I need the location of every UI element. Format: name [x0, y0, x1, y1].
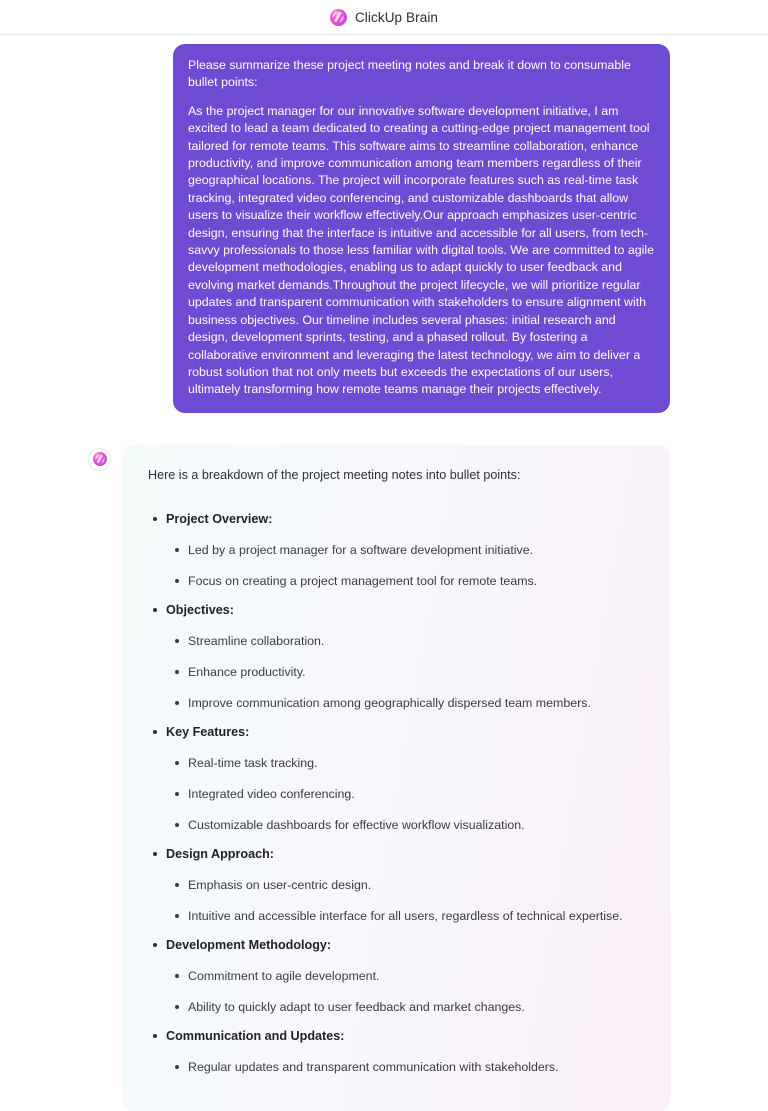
assistant-response-card: [122, 445, 670, 1111]
summary-subitem: Focus on creating a project management tool for remote teams.: [142, 572, 650, 590]
summary-section-heading: Objectives:: [142, 601, 650, 619]
summary-subitem: Integrated video conferencing.: [142, 785, 650, 803]
clickup-brain-sphere-icon: [330, 9, 347, 26]
page-title: ClickUp Brain: [354, 9, 439, 25]
summary-section: [142, 601, 650, 712]
summary-subitem: Commitment to agile development.: [142, 967, 650, 985]
summary-outline-list: [142, 510, 650, 1076]
summary-subitem: Led by a project manager for a software development initiative.: [142, 541, 650, 559]
summary-subitem-list: [142, 541, 650, 590]
summary-section: [142, 723, 650, 834]
summary-subitem-list: [142, 876, 650, 925]
user-prompt-text: Please summarize these project meeting notes and break it down to consumable bullet points:: [188, 58, 631, 90]
summary-subitem-list: [142, 754, 650, 834]
summary-subitem-list: [142, 632, 650, 712]
summary-subitem: Ability to quickly adapt to user feedback and market changes.: [142, 998, 650, 1016]
assistant-intro-text: Here is a breakdown of the project meeting notes into bullet points:: [148, 467, 521, 482]
summary-subitem-list: [142, 967, 650, 1016]
summary-section: [142, 936, 650, 1016]
summary-section-heading: Development Methodology:: [142, 936, 650, 954]
assistant-avatar: [88, 448, 111, 471]
summary-section: [142, 845, 650, 925]
summary-subitem: Enhance productivity.: [142, 663, 650, 681]
assistant-message-row: [0, 413, 768, 1111]
conversation-thread: [0, 35, 768, 1111]
summary-subitem: Real-time task tracking.: [142, 754, 650, 772]
summary-subitem: Customizable dashboards for effective workflow visualization.: [142, 816, 650, 834]
user-notes-text: As the project manager for our innovative software development initiative, I am excited to lead a team dedicated to creating a cutting-edge project management tool tailored for remote teams. This software aims to streamline collaboration, enhance productivity, and improve communication among team members regardless of their geographical locations. The project will incorporate features such as real-time task tracking, integrated video conferencing, and customizable dashboards that allow users to visualize their workflow effectively.Our approach emphasizes user-centric design, ensuring that the interface is intuitive and accessible for all users, from tech-savvy professionals to those less familiar with digital tools. We are committed to agile development methodologies, enabling us to adapt quickly to user feedback and evolving market demands.Throughout the project lifecycle, we will prioritize regular updates and transparent communication with stakeholders to ensure alignment with business objectives. Our timeline includes several phases: initial research and design, development sprints, testing, and a phased rollout. By fostering a collaborative environment and leveraging the latest technology, we aim to deliver a robust solution that not only meets but exceeds the expectations of our users, ultimately transforming how remote teams manage their projects effectively.: [188, 103, 654, 397]
summary-subitem: Emphasis on user-centric design.: [142, 876, 650, 894]
summary-section: [142, 1027, 650, 1076]
summary-section-heading: Communication and Updates:: [142, 1027, 650, 1045]
summary-section-heading: Design Approach:: [142, 845, 650, 863]
summary-section-heading: Project Overview:: [142, 510, 650, 528]
user-message-bubble: [173, 44, 670, 413]
summary-subitem: Intuitive and accessible interface for all users, regardless of technical expertise.: [142, 907, 650, 925]
summary-section-heading: Key Features:: [142, 723, 650, 741]
user-message-row: [0, 35, 768, 413]
app-header: [0, 0, 768, 35]
summary-subitem: Streamline collaboration.: [142, 632, 650, 650]
clickup-brain-avatar-icon: [93, 452, 107, 466]
summary-section: [142, 510, 650, 590]
summary-subitem: Regular updates and transparent communication with stakeholders.: [142, 1058, 650, 1076]
summary-subitem: Improve communication among geographically dispersed team members.: [142, 694, 650, 712]
summary-subitem-list: [142, 1058, 650, 1076]
